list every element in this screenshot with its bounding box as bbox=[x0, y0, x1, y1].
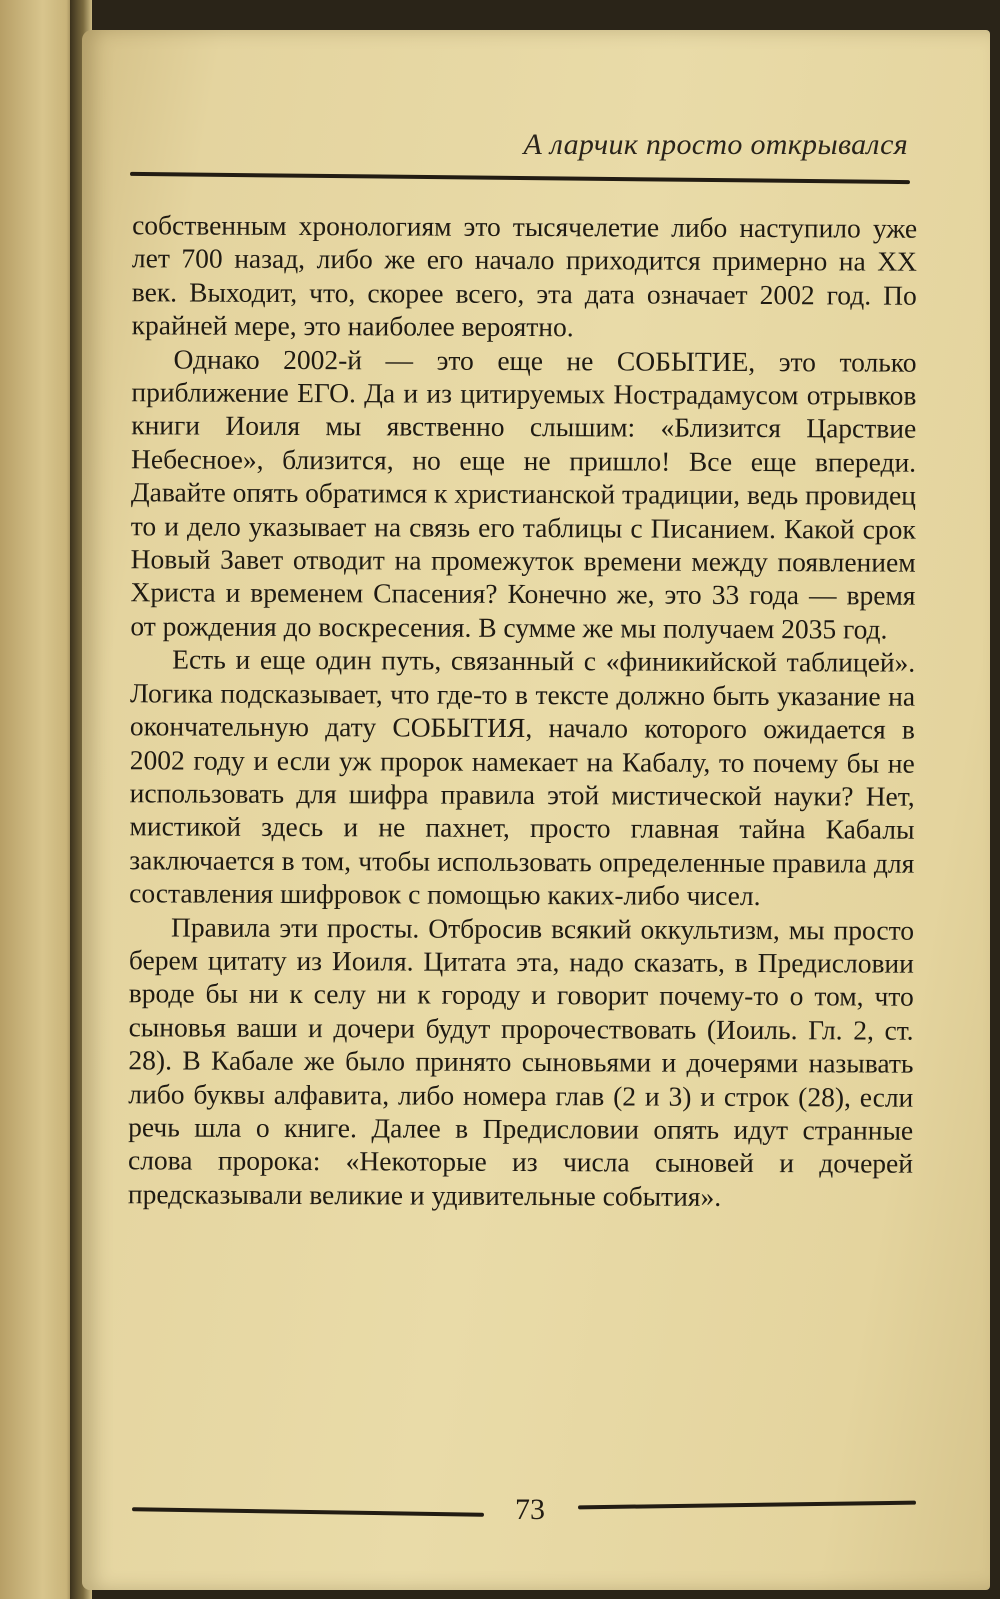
paragraph-3: Есть и еще один путь, связанный с «финикийской таблицей». Логика подсказывает, что где-то в тексте должно быть указание на окончательную дату СОБЫТИЯ, начало которого ожидается в 2002 году и если уж пророк намекает на Кабалу, то почему бы не использовать для шифра правила этой мистической науки? Нет, мистикой здесь и не пахнет, просто главная тайна Кабалы заключается в том, чтобы использовать определенные правила для составления шифровок с помощью каких-либо чисел. bbox=[129, 643, 916, 912]
paragraph-1: собственным хронологиям это тысячелетие либо наступило уже лет 700 назад, либо же его начало приходится примерно на XX век. Выходит, что, скорее всего, эта дата означает 2002 год. По крайней мере, это наиболее вероятно. bbox=[131, 209, 918, 343]
paragraph-2: Однако 2002-й — это еще не СОБЫТИЕ, это только приближение ЕГО. Да и из цитируемых Нострадамусом отрывков книги Иоиля мы явственно слышим: «Близится Царствие Небесное», близится, но еще не пришло! Все еще впереди. Давайте опять обратимся к христианской традиции, ведь провидец то и дело указывает на связь его таблицы с Писанием. Какой срок Новый Завет отводит на промежуток времени между появлением Христа и временем Спасения? Конечно же, это 33 года — время от рождения до воскресения. В сумме же мы получаем 2035 год. bbox=[130, 343, 917, 645]
page-number: 73 bbox=[515, 1493, 545, 1526]
page-body bbox=[128, 208, 917, 1214]
facing-page-edge bbox=[0, 0, 78, 1599]
running-title: А ларчик просто открывался bbox=[523, 128, 908, 161]
paragraph-4: Правила эти просты. Отбросив всякий оккультизм, мы просто берем цитату из Иоиля. Цитата эта, надо сказать, в Предисловии вроде бы ни к селу ни к городу и говорит почему-то о том, что сыновья ваши и дочери будут пророчествовать (Иоиль. Гл. 2, ст. 28). В Кабале же было принято сыновьями и дочерями называть либо буквы алфавита, либо номера глав (2 и 3) и строк (28), если речь шла о книге. Далее в Предисловии опять идут странные слова пророка: «Некоторые из числа сыновей и дочерей предсказывали великие и удивительные события». bbox=[127, 911, 915, 1212]
